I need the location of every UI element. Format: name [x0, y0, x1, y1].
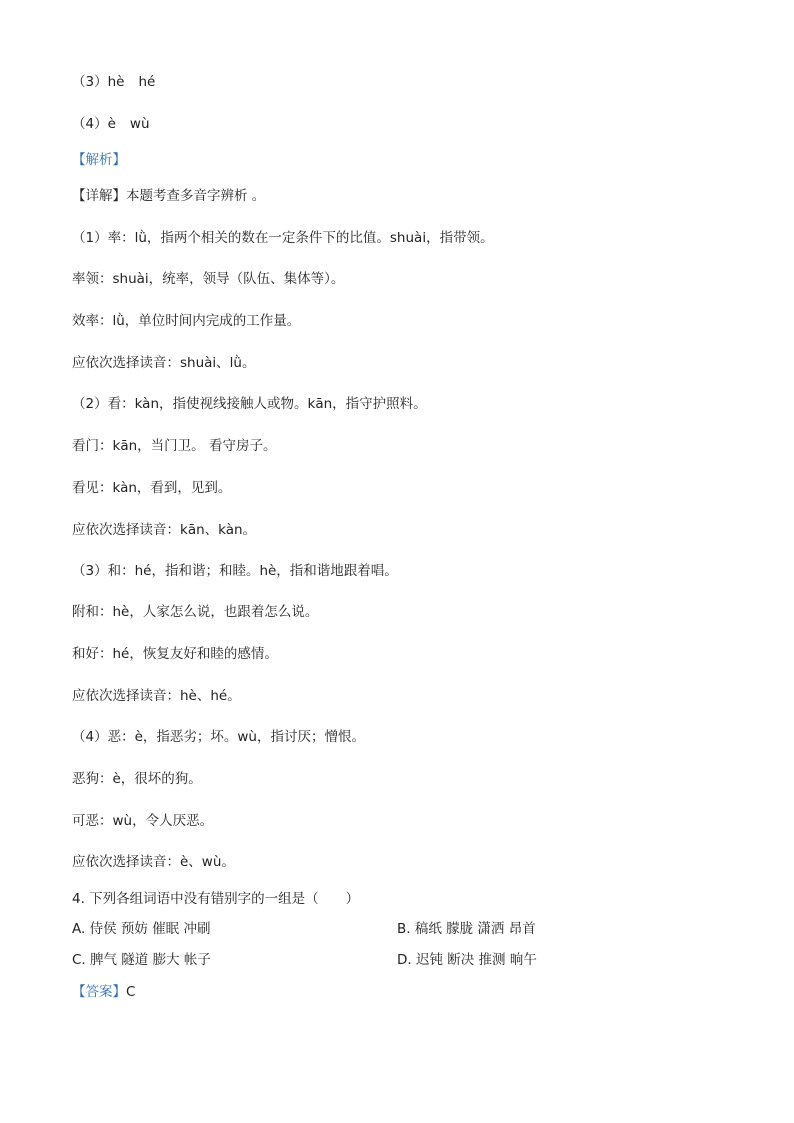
answer-line-3	[72, 73, 155, 91]
explanation-paragraph: 附和：hè，人家怎么说，也跟着怎么说。	[72, 604, 319, 620]
answer-tag: 【答案】	[72, 984, 126, 1000]
option-b: B. 稿纸 朦胧 潇洒 昂首	[397, 921, 536, 937]
explanation-paragraph: （3）和：hé，指和谐；和睦。hè，指和谐地跟着唱。	[72, 563, 398, 579]
explanation-paragraph: 恶狗：è，很坏的狗。	[72, 771, 202, 787]
answer-4-first: （4）è	[72, 116, 116, 132]
explanation-paragraph: （4）恶：è，指恶劣；坏。wù，指讨厌；憎恨。	[72, 729, 365, 745]
answer-3-first: （3）hè	[72, 74, 125, 90]
explanation-paragraph: （2）看：kàn，指使视线接触人或物。kān，指守护照料。	[72, 396, 427, 412]
answer-4-second: wù	[129, 116, 150, 132]
detail-text: 本题考查多音字辨析 。	[126, 188, 266, 204]
explanation-paragraph: 应依次选择读音：kān、kàn。	[72, 522, 257, 538]
explanation-paragraph: 和好：hé，恢复友好和睦的感情。	[72, 646, 278, 662]
option-a: A. 侍侯 预妨 催眠 冲刷	[72, 921, 211, 937]
explanation-paragraph: 可恶：wù，令人厌恶。	[72, 813, 214, 829]
answer-value: C	[126, 984, 136, 1000]
question-stem: 4. 下列各组词语中没有错别字的一组是（ ）	[72, 891, 360, 907]
answer-3-second: hé	[138, 74, 156, 90]
explanation-paragraph: （1）率：lǜ，指两个相关的数在一定条件下的比值。shuài，指带领。	[72, 230, 494, 246]
detail-heading	[72, 187, 265, 205]
analysis-heading: 【解析】	[72, 152, 126, 168]
detail-tag: 【详解】	[72, 188, 126, 204]
explanation-paragraph: 看见：kàn，看到，见到。	[72, 480, 232, 496]
explanation-paragraph: 效率：lǜ，单位时间内完成的工作量。	[72, 313, 301, 329]
explanation-paragraph: 看门：kān，当门卫。 看守房子。	[72, 438, 277, 454]
explanation-paragraph: 应依次选择读音：è、wù。	[72, 854, 235, 870]
explanation-paragraph: 率领：shuài，统率，领导（队伍、集体等）。	[72, 271, 345, 287]
option-c: C. 脾气 隧道 膨大 帐子	[72, 952, 211, 968]
answer-line-4	[72, 115, 150, 133]
explanation-paragraph: 应依次选择读音：hè、hé。	[72, 688, 241, 704]
answer-line	[72, 983, 135, 1001]
explanation-paragraph: 应依次选择读音：shuài、lǜ。	[72, 355, 256, 371]
option-d: D. 迟钝 断决 推测 晌午	[397, 952, 537, 968]
